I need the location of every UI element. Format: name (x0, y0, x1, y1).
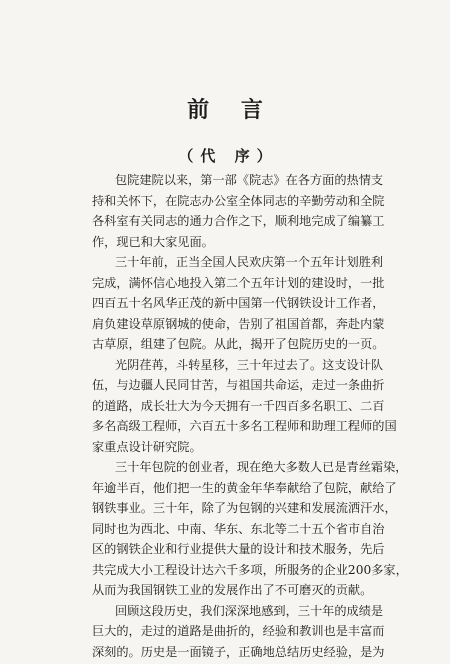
paragraph-line: 包院建院以来，第一部《院志》在各方面的热情支 (115, 173, 384, 187)
paragraph-line: 同时也为西北、中南、华东、东北等二十五个省市自治 (92, 521, 385, 536)
paragraph (92, 601, 385, 663)
body-text (92, 170, 408, 662)
paragraph-line: 钢铁事业。三十年，除了为包钢的兴建和发展流洒汗水， (92, 501, 397, 515)
paragraph-line: 三十年包院的创业者，现在绝大多数人已是青丝霜染， (115, 460, 408, 474)
paragraph-line: 回顾这段历史，我们深深地感到，三十年的成绩是 (115, 603, 384, 618)
paragraph-line: 肩负建设草原钢城的使命，告别了祖国首都，奔赴内蒙 (92, 316, 385, 331)
paragraph-line: 四百五十名风华正茂的新中国第一代钢铁设计工作者， (92, 296, 385, 310)
paragraph-line: 区的钢铁企业和行业提供大量的设计和技术服务，先后 (92, 542, 385, 556)
paragraph-line: 从而为我国钢铁工业的发展作出了不可磨灭的贡献。 (92, 583, 373, 597)
page-subtitle: （代 序） (178, 147, 279, 165)
paragraph-line: 年逾半百，他们把一生的黄金年华奉献给了包院，献给了 (92, 480, 397, 495)
paragraph (92, 355, 397, 458)
paragraph-line: 共完成大小工程设计达六千多项，所服务的企业200多家， (92, 562, 408, 577)
paragraph-line: 家重点设计研究院。 (92, 439, 202, 454)
paragraph-line: 伍，与边疆人民同甘苦，与祖国共命运，走过一条曲折 (92, 378, 385, 392)
paragraph (92, 170, 385, 252)
paragraph-line: 巨大的，走过的道路是曲折的，经验和教训也是丰富而 (92, 624, 385, 638)
paragraph-line: 深刻的。历史是一面镜子，正确地总结历史经验，是为 (92, 644, 385, 659)
paragraph-line: 各科室有关同志的通力合作之下，顺利地完成了编纂工 (92, 214, 385, 228)
paragraph-line: 作，现已和大家见面。 (92, 234, 214, 249)
paragraph-line: 的道路，成长壮大为今天拥有一千四百多名职工、二百 (92, 398, 385, 413)
paragraph-line: 持和关怀下，在院志办公室全体同志的辛勤劳动和全院 (92, 193, 385, 208)
paragraph (92, 457, 408, 601)
paragraph-line: 多名高级工程师，六百五十多名工程师和助理工程师的国 (92, 419, 397, 433)
page-title: 前 言 (187, 97, 275, 123)
paragraph (92, 252, 385, 355)
paragraph-line: 古草原，组建了包院。从此，揭开了包院历史的一页。 (92, 337, 385, 351)
paragraph-line: 光阴荏苒，斗转星移，三十年过去了。这支设计队 (115, 357, 384, 372)
paragraph-line: 完成，满怀信心地投入第二个五年计划的建设时，一批 (92, 275, 385, 290)
paragraph-line: 三十年前，正当全国人民欢庆第一个五年计划胜利 (115, 255, 384, 269)
